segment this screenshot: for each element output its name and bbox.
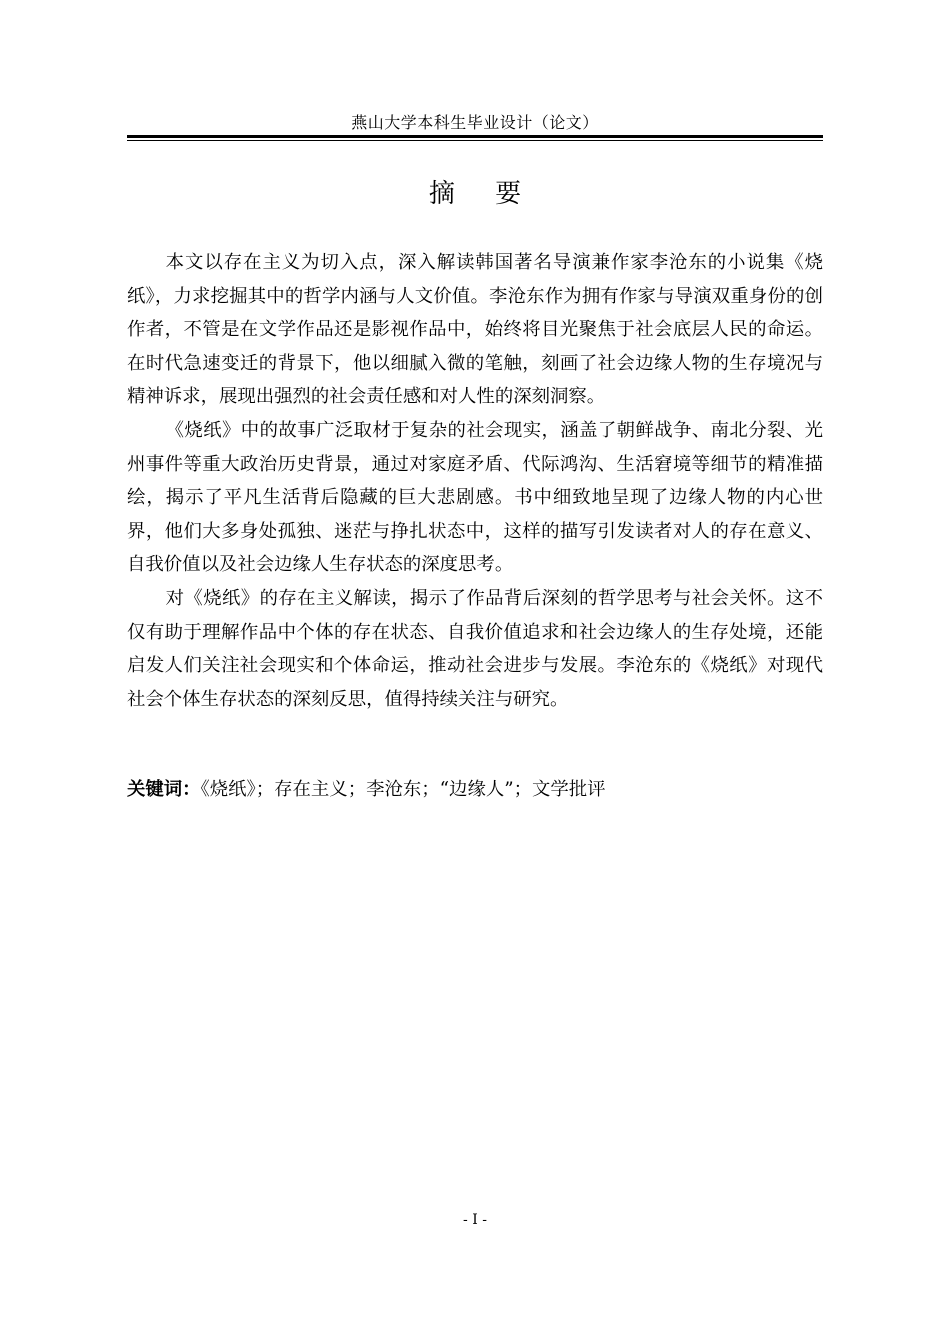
abstract-paragraph-1: 本文以存在主义为切入点，深入解读韩国著名导演兼作家李沧东的小说集《烧纸》，力求挖掘其中的哲学内涵与人文价值。李沧东作为拥有作家与导演双重身份的创作者，不管是在文学作品还是影视作品中，始终将目光聚焦于社会底层人民的命运。在时代急速变迁的背景下，他以细腻入微的笔触，刻画了社会边缘人物的生存境况与精神诉求，展现出强烈的社会责任感和对人性的深刻洞察。 [127, 252, 823, 408]
keywords-line [127, 773, 823, 806]
page-number: - I - [463, 1212, 487, 1228]
header-rule-thick [127, 135, 823, 138]
keywords-label: 关键词： [127, 779, 201, 800]
header-rule-thin [127, 140, 823, 141]
running-header: 燕山大学本科生毕业设计（论文） [351, 113, 599, 132]
abstract-body [127, 246, 823, 716]
abstract-paragraph-2: 《烧纸》中的故事广泛取材于复杂的社会现实，涵盖了朝鲜战争、南北分裂、光州事件等重大政治历史背景，通过对家庭矛盾、代际鸿沟、生活窘境等细节的精准描绘，揭示了平凡生活背后隐藏的巨大悲剧感。书中细致地呈现了边缘人物的内心世界，他们大多身处孤独、迷茫与挣扎状态中，这样的描写引发读者对人的存在意义、自我价值以及社会边缘人生存状态的深度思考。 [127, 419, 823, 576]
keywords-value: 《烧纸》；存在主义；李沧东；“边缘人”；文学批评 [200, 779, 606, 800]
abstract-title: 摘 要 [428, 179, 538, 209]
abstract-paragraph-3: 对《烧纸》的存在主义解读，揭示了作品背后深刻的哲学思考与社会关怀。这不仅有助于理解作品中个体的存在状态、自我价值追求和社会边缘人的生存处境，还能启发人们关注社会现实和个体命运，推动社会进步与发展。李沧东的《烧纸》对现代社会个体生存状态的深刻反思，值得持续关注与研究。 [127, 587, 823, 710]
